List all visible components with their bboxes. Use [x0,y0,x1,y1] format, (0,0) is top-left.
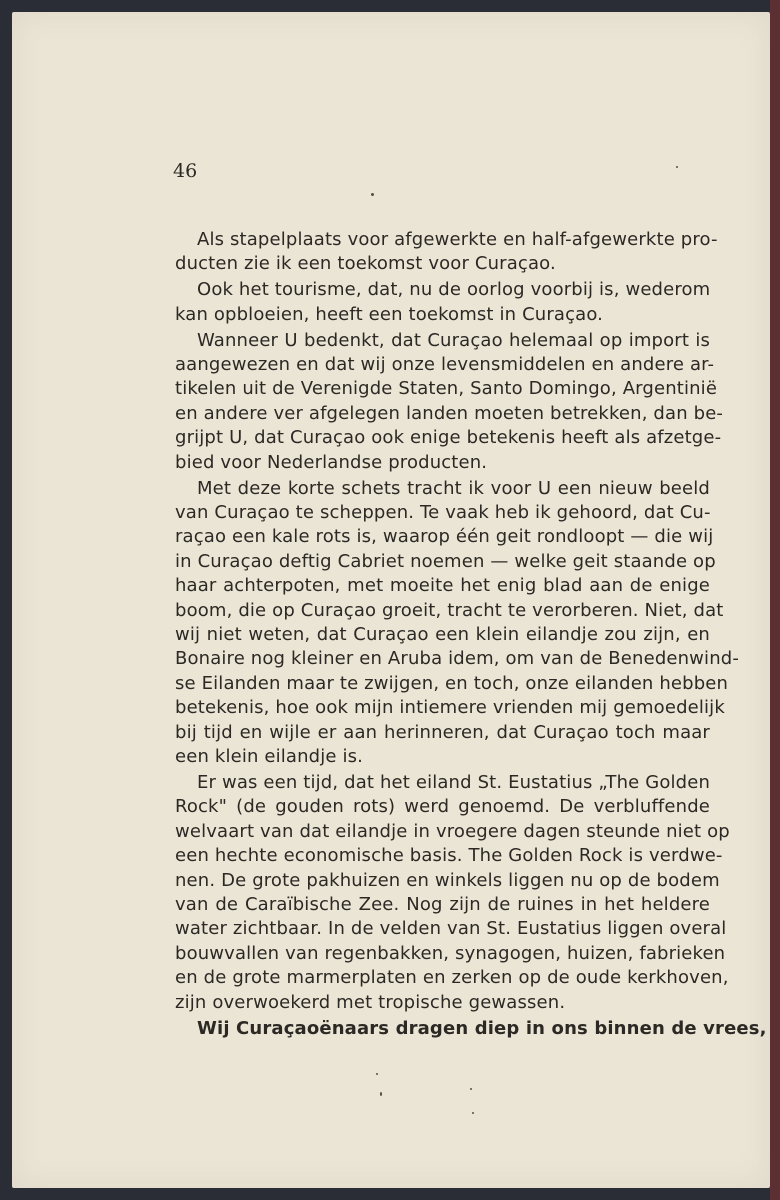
text-line: se Eilanden maar te zwijgen, en toch, onze eilanden hebben [175,672,729,694]
paper-speck [676,166,678,168]
text-line: nen. De grote pakhuizen en winkels liggen nu op de bodem [175,869,720,891]
text-line: haar achterpoten, met moeite het enig blad aan de enige [175,575,710,597]
book-spine-edge [770,0,780,1200]
paper-speck [371,193,374,196]
paragraph [175,329,724,475]
text-line: en de grote marmerplaten en zerken op de oude kerkhoven, [175,967,729,989]
paper-speck [470,1088,472,1090]
text-line: Rock" (de gouden rots) werd genoemd. De verbluffende [175,796,710,818]
text-line: ducten zie ik een toekomst voor Curaçao. [175,253,556,275]
text-line: Wanneer U bedenkt, dat Curaçao helemaal op import is [197,329,710,351]
text-line: bied voor Nederlandse producten. [175,451,488,473]
text-line: zijn overwoekerd met tropische gewassen. [175,991,566,1013]
page-number: 46 [173,160,198,182]
body-text [175,228,767,1042]
paragraph [175,771,730,1015]
text-line: kan opbloeien, heeft een toekomst in Curaçao. [175,303,604,325]
paragraph [175,477,739,770]
text-line: wij niet weten, dat Curaçao een klein eilandje zou zijn, en [175,624,710,645]
text-line: Bonaire nog kleiner en Aruba idem, om van de Benedenwind- [175,648,739,670]
text-line: raçao een kale rots is, waarop één geit rondloopt — die wij [175,526,714,548]
paragraph [175,278,710,327]
text-line: een klein eilandje is. [175,746,364,768]
paper-speck [380,1092,382,1096]
paper-speck [376,1073,378,1075]
text-line: in Curaçao deftig Cabriet noemen — welke geit staande op [175,550,716,572]
text-line: Als stapelplaats voor afgewerkte en half-afgewerkte pro- [197,229,718,250]
text-line: water zichtbaar. In de velden van St. Eustatius liggen overal [175,918,727,940]
paper-speck [472,1112,474,1114]
text-line: van de Caraïbische Zee. Nog zijn de ruines in het heldere [175,893,710,915]
text-line: aangewezen en dat wij onze levensmiddelen en andere ar- [175,354,715,376]
text-line: Met deze korte schets tracht ik voor U een nieuw beeld [197,477,710,499]
text-line: grijpt U, dat Curaçao ook enige betekenis heeft als afzetge- [175,427,722,449]
text-line: welvaart van dat eilandje in vroegere dagen steunde niet op [175,820,730,842]
paragraph [175,228,718,277]
text-line: Er was een tijd, dat het eiland St. Eustatius „The Golden [197,771,710,793]
paragraph [175,1017,767,1041]
text-line: een hechte economische basis. The Golden Rock is verdwe- [175,845,723,867]
text-line: betekenis, hoe ook mijn intiemere vrienden mij gemoedelijk [175,697,725,719]
text-line: bouwvallen van regenbakken, synagogen, huizen, fabrieken [175,942,726,964]
text-line: en andere ver afgelegen landen moeten betrekken, dan be- [175,402,724,424]
text-line: boom, die op Curaçao groeit, tracht te verorberen. Niet, dat [175,599,724,621]
text-line: tikelen uit de Verenigde Staten, Santo Domingo, Argentinië [175,378,718,400]
text-line: van Curaçao te scheppen. Te vaak heb ik gehoord, dat Cu- [175,501,711,523]
text-line: Ook het tourisme, dat, nu de oorlog voorbij is, wederom [197,279,711,301]
text-line: bij tijd en wijle er aan herinneren, dat Curaçao toch maar [175,721,710,743]
text-line: Wij Curaçaoënaars dragen diep in ons binnen de vrees, [197,1017,767,1039]
